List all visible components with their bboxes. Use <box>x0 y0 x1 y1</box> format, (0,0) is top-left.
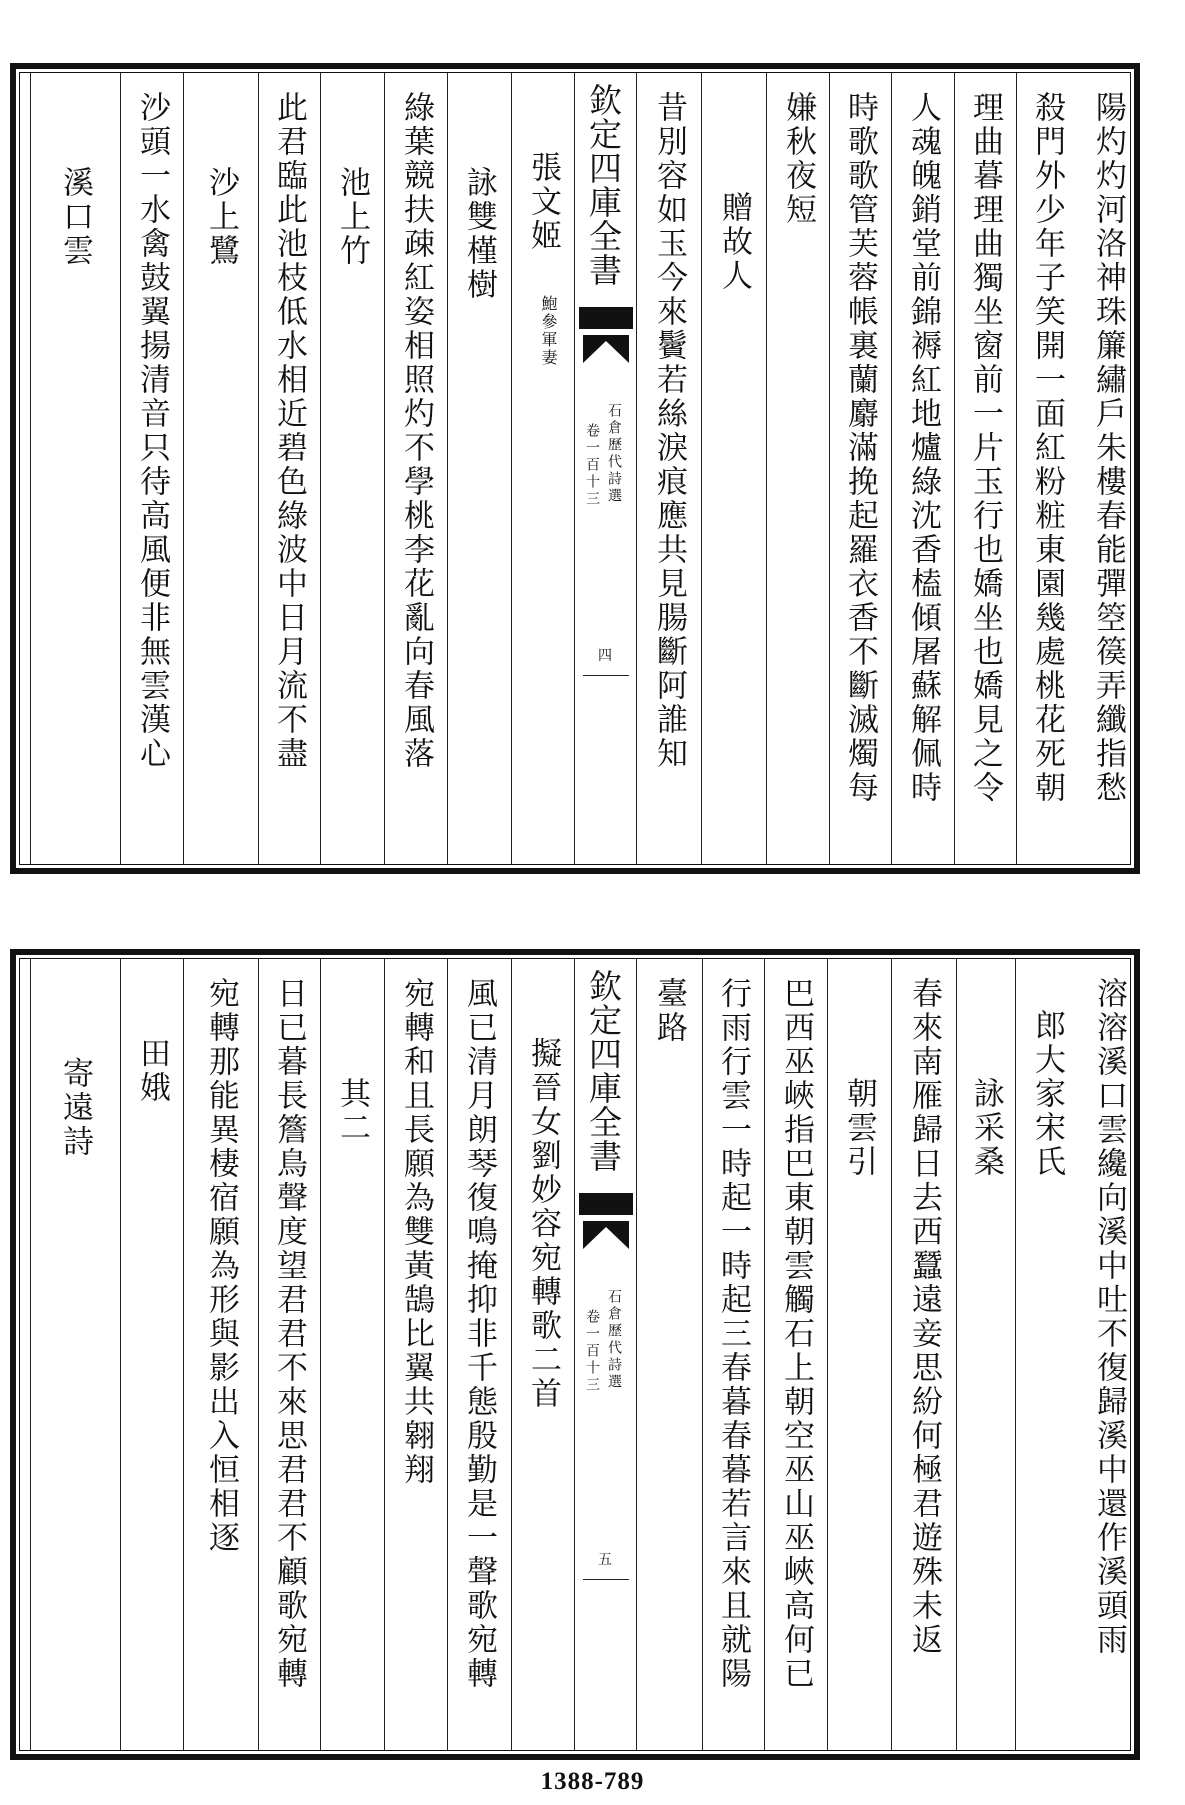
text-column <box>1079 959 1140 1750</box>
text-column <box>1016 73 1079 864</box>
column-text: 朝雲引 <box>841 1077 877 1179</box>
text-column <box>956 959 1016 1750</box>
page-bottom <box>10 949 1140 1760</box>
center-banner <box>574 73 637 864</box>
text-column <box>183 959 259 1750</box>
banner-black-band <box>579 1193 633 1215</box>
text-column <box>447 73 512 864</box>
column-text: 綠葉競扶疎紅姿相照灼不學桃李花亂向春風落 <box>398 91 434 771</box>
folio-number: 1388-789 <box>540 1768 645 1795</box>
text-column <box>827 959 892 1750</box>
text-column <box>320 73 385 864</box>
text-column <box>891 959 957 1750</box>
text-column <box>1015 959 1080 1750</box>
text-column <box>384 959 448 1750</box>
column-text: 贈故人 <box>716 191 752 293</box>
page-frame <box>19 958 1131 1751</box>
page-top <box>10 63 1140 874</box>
text-column <box>829 73 892 864</box>
column-text: 宛轉那能異棲宿願為形與影出入恒相逐 <box>203 977 239 1555</box>
text-column <box>701 73 767 864</box>
column-text: 詠雙槿樹 <box>461 166 497 302</box>
text-column <box>120 73 184 864</box>
text-column <box>764 959 828 1750</box>
author-annotation: 鮑參軍妻 <box>539 295 558 367</box>
center-banner <box>574 959 637 1750</box>
text-column <box>258 73 321 864</box>
column-text: 溶溶溪口雲纔向溪中吐不復歸溪中還作溪頭雨 <box>1091 977 1127 1657</box>
fishtail-mark-icon <box>583 335 629 365</box>
page-frame <box>19 72 1131 865</box>
text-column <box>702 959 765 1750</box>
column-text: 風已清月朗琴復鳴掩抑非千態殷勤是一聲歌宛轉 <box>461 977 497 1691</box>
text-column <box>954 73 1017 864</box>
column-text: 田娥 <box>134 1037 170 1105</box>
banner-volume: 卷一百十三 <box>584 1309 600 1394</box>
banner-page-number: 五 <box>598 1552 612 1568</box>
column-text: 昔別容如玉今來鬢若絲淚痕應共見腸斷阿誰知 <box>651 91 687 771</box>
column-text: 陽灼灼河洛神珠簾繡戶朱樓春能彈箜篌弄纖指愁 <box>1090 91 1126 805</box>
column-text: 巴西巫峽指巴東朝雲觸石上朝空巫山巫峽高何已 <box>778 977 814 1691</box>
column-text: 沙上鷺 <box>203 166 239 268</box>
column-text: 寄遠詩 <box>57 1057 93 1159</box>
column-text: 行雨行雲一時起一時起三春暮春暮若言來且就陽 <box>715 977 751 1691</box>
column-text: 郎大家宋氏 <box>1029 1009 1065 1179</box>
column-text: 時歌歌管芙蓉帳裏蘭麝滿挽起羅衣香不斷滅燭每 <box>842 91 878 805</box>
text-column <box>511 73 575 864</box>
text-column <box>1078 73 1140 864</box>
column-text: 人魂魄銷堂前錦褥紅地爐綠沈香榼傾屠蘇解佩時 <box>905 91 941 805</box>
text-column <box>183 73 259 864</box>
banner-book-title: 石倉歷代詩選 <box>606 1289 622 1391</box>
text-column <box>511 959 575 1750</box>
text-column <box>447 959 512 1750</box>
column-text: 溪口雲 <box>57 166 93 268</box>
text-column <box>384 73 448 864</box>
banner-black-band <box>579 307 633 329</box>
text-column <box>891 73 955 864</box>
banner-volume: 卷一百十三 <box>584 423 600 508</box>
column-text: 詠采桑 <box>968 1077 1004 1179</box>
text-column <box>766 73 830 864</box>
column-text: 其二 <box>334 1077 370 1145</box>
text-column <box>30 959 121 1750</box>
column-text: 池上竹 <box>334 166 370 268</box>
column-text: 擬晉女劉妙容宛轉歌二首 <box>525 1037 561 1411</box>
column-text: 嫌秋夜短 <box>780 91 816 227</box>
column-text: 沙頭一水禽鼓翼揚清音只待高風便非無雲漢心 <box>134 91 170 771</box>
column-text: 日已暮長簷鳥聲度望君君不來思君君不顧歌宛轉 <box>271 977 307 1691</box>
column-text: 殺門外少年子笑開一面紅粉粧東園幾處桃花死朝 <box>1029 91 1065 805</box>
banner-title: 欽定四庫全書 <box>584 969 623 1173</box>
column-text: 宛轉和且長願為雙黃鵠比翼共翱翔 <box>398 977 434 1487</box>
banner-page-number: 四 <box>598 648 612 664</box>
column-text: 此君臨此池枝低水相近碧色綠波中日月流不盡 <box>271 91 307 771</box>
text-column <box>258 959 321 1750</box>
fishtail-mark-icon <box>583 1221 629 1251</box>
page-number-rule <box>583 1579 629 1580</box>
banner-book-title: 石倉歷代詩選 <box>606 403 622 505</box>
column-text: 春來南雁歸日去西蠶遠妾思紛何極君遊殊未返 <box>906 977 942 1657</box>
column-text: 臺路 <box>651 977 687 1045</box>
text-column <box>120 959 184 1750</box>
text-column <box>636 73 702 864</box>
column-text: 理曲暮理曲獨坐窗前一片玉行也嬌坐也嬌見之令 <box>967 91 1003 805</box>
column-text: 張文姬 <box>525 151 561 253</box>
page-number-rule <box>583 675 629 676</box>
text-column <box>30 73 121 864</box>
text-column <box>320 959 385 1750</box>
banner-title: 欽定四庫全書 <box>584 83 623 287</box>
text-column <box>636 959 703 1750</box>
